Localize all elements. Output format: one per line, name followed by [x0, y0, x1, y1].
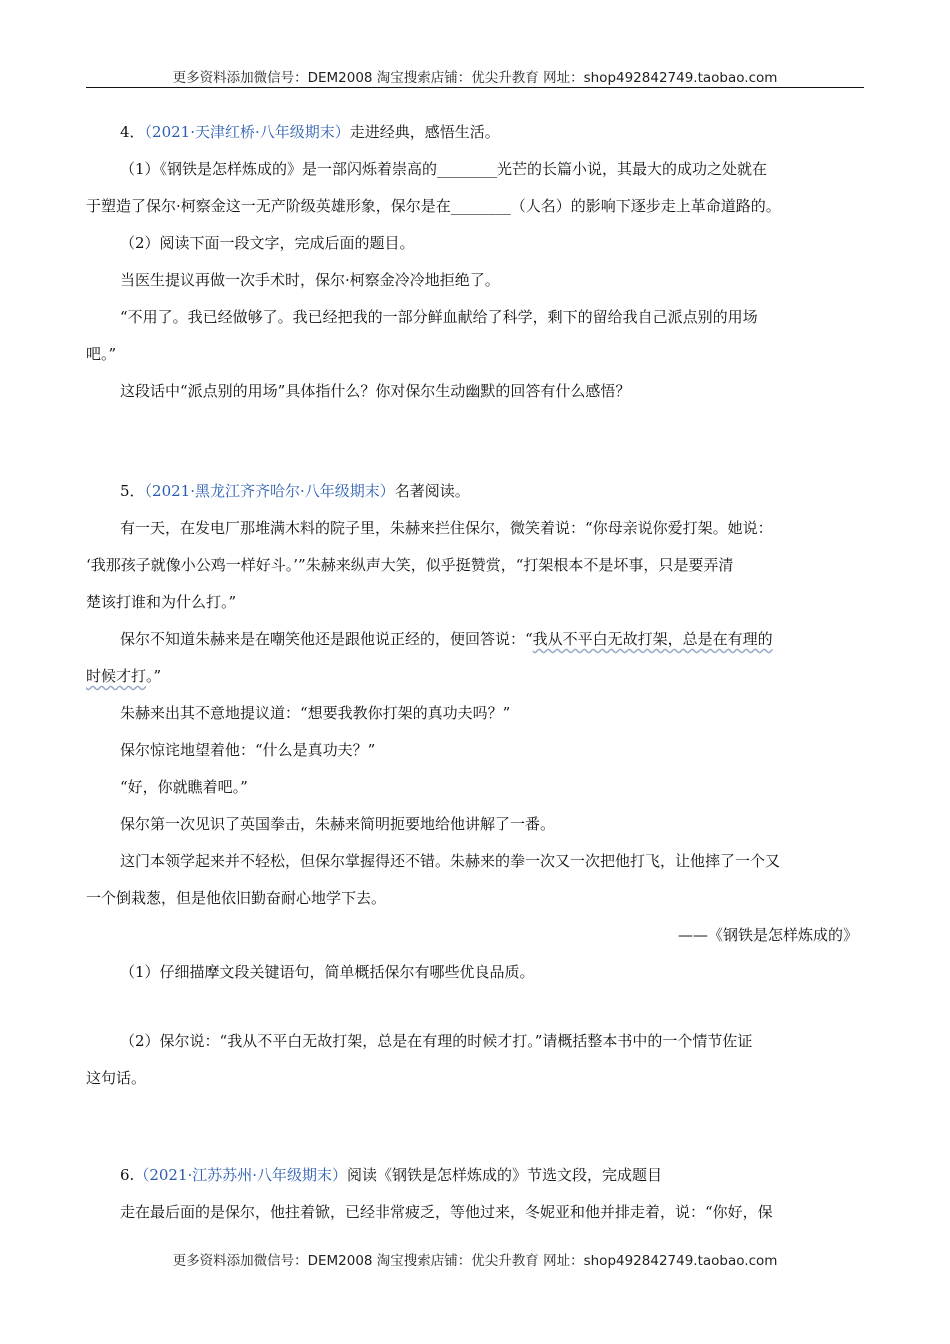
- q4-heading: [86, 114, 866, 151]
- q5-title: 名著阅读。: [394, 482, 470, 500]
- q6-line: 走在最后面的是保尔，他拄着锨，已经非常疲乏，等他过来，冬妮亚和他并排走着，说：“你好，保: [120, 1203, 773, 1221]
- q5-heading: [86, 473, 866, 510]
- page-footer: 更多资料添加微信号：DEM2008 淘宝搜索店铺：优尖升教育 网址：shop492842749.taobao.com: [172, 1253, 778, 1269]
- q4-line: （2）阅读下面一段文字，完成后面的题目。: [120, 234, 415, 252]
- q4-question: 这段话中“派点别的用场”具体指什么？你对保尔生动幽默的回答有什么感悟？: [120, 382, 631, 400]
- page-header: 更多资料添加微信号：DEM2008 淘宝搜索店铺：优尖升教育 网址：shop492842749.taobao.com: [172, 70, 778, 86]
- q5-question-2-cont: 这句话。: [86, 1069, 147, 1087]
- document-body: [86, 114, 866, 1231]
- q5-question-2: （2）保尔说：“我从不平白无故打架，总是在有理的时候才打。”请概括整本书中的一个情节佐证: [120, 1032, 753, 1050]
- q5-text: 。”: [146, 667, 162, 685]
- q4-source: （2021·天津红桥·八年级期末）: [144, 123, 350, 141]
- q6-number: 6.: [120, 1166, 135, 1184]
- q5-line: 有一天，在发电厂那堆满木料的院子里，朱赫来拦住保尔，微笑着说：“你母亲说你爱打架。她说：: [120, 519, 773, 537]
- q5-line: [86, 658, 866, 695]
- q4-line: （1）《钢铁是怎样炼成的》是一部闪烁着崇高的________光芒的长篇小说，其最大的成功之处就在: [120, 160, 768, 178]
- q5-line: ‘我那孩子就像小公鸡一样好斗。’”朱赫来纵声大笑，似乎挺赞赏，“打架根本不是坏事，只是要弄清: [86, 556, 734, 574]
- q5-question-1: （1）仔细描摩文段关键语句，简单概括保尔有哪些优良品质。: [120, 963, 535, 981]
- q5-line: 这门本领学起来并不轻松，但保尔掌握得还不错。朱赫来的拳一次又一次把他打飞，让他摔了一个又: [120, 852, 781, 870]
- q4-title: 走进经典，感悟生活。: [349, 123, 500, 141]
- q6-source: （2021·江苏苏州·八年级期末）: [134, 1166, 348, 1184]
- q5-number: 5．: [120, 482, 145, 500]
- q5-line: 一个倒栽葱，但是他依旧勤奋耐心地学下去。: [86, 889, 387, 907]
- q4-line: 于塑造了保尔·柯察金这一无产阶级英雄形象，保尔是在________（人名）的影响下逐步走上革命道路的。: [86, 197, 781, 215]
- q4-line: 吧。”: [86, 345, 117, 363]
- q5-attribution: ——《钢铁是怎样炼成的》: [677, 926, 858, 944]
- q4-line: “不用了。我已经做够了。我已经把我的一部分鲜血献给了科学，剩下的留给我自己派点别的用场: [120, 308, 758, 326]
- q5-line: “好，你就瞧着吧。”: [120, 778, 248, 796]
- q5-text: 保尔不知道朱赫来是在嘲笑他还是跟他说正经的，便回答说：“: [120, 630, 533, 648]
- q5-line: 朱赫来出其不意地提议道：“想要我教你打架的真功夫吗？”: [120, 704, 511, 722]
- header-divider: [86, 87, 864, 88]
- q5-source: （2021·黑龙江齐齐哈尔·八年级期末）: [144, 482, 395, 500]
- q4-line: 当医生提议再做一次手术时，保尔·柯察金冷冷地拒绝了。: [120, 271, 500, 289]
- q5-line: 保尔惊诧地望着他：“什么是真功夫？”: [120, 741, 376, 759]
- q4-number: 4．: [120, 123, 145, 141]
- q6-heading: [86, 1157, 866, 1194]
- q5-line: [86, 621, 866, 658]
- q5-line: 楚该打谁和为什么打。”: [86, 593, 237, 611]
- q5-marked-text: 时候才打: [86, 667, 147, 685]
- q5-line: 保尔第一次见识了英国拳击，朱赫来简明扼要地给他讲解了一番。: [120, 815, 556, 833]
- q6-title: 阅读《钢铁是怎样炼成的》节选文段，完成题目: [347, 1166, 663, 1184]
- q5-marked-text: 我从不平白无故打架，总是在有理的: [532, 630, 773, 648]
